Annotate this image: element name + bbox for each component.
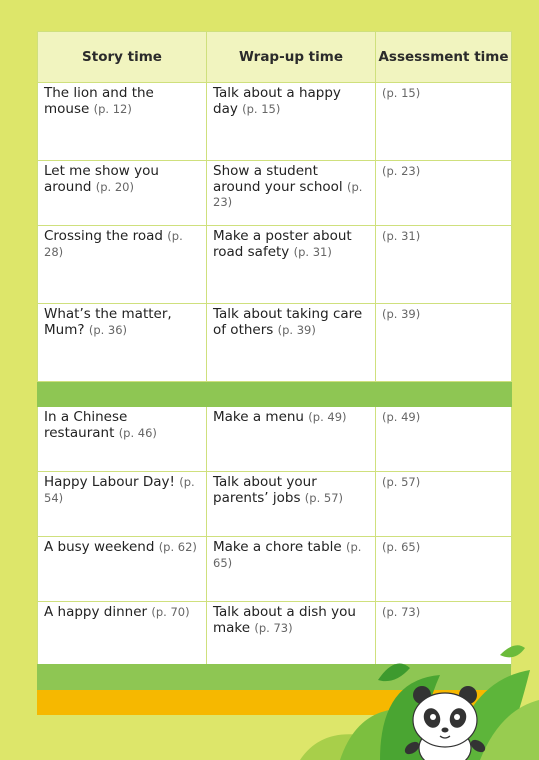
wrap-title: Talk about a dish you make [213,604,356,636]
wrap-cell [207,161,376,226]
wrap-cell [207,83,376,161]
page-ref: (p. 20) [95,179,134,194]
story-cell [38,83,207,161]
wrap-title: Make a menu [213,409,304,425]
page-ref: (p. 23) [213,179,363,209]
wrap-title: Show a student around your school [213,163,343,195]
page-ref: (p. 36) [88,322,128,337]
col-header-assess: Assessment time [376,32,512,83]
table-row [38,161,512,226]
page-ref: (p. 49) [382,410,421,424]
wrap-cell [207,472,376,537]
assess-cell [376,226,512,304]
story-cell [38,472,207,537]
section-separator [38,382,512,407]
page-ref: (p. 15) [382,86,421,100]
page-ref: (p. 31) [382,229,421,243]
story-title: A happy dinner [44,604,148,620]
assess-cell [376,472,512,537]
page-ref: (p. 15) [242,101,281,116]
separator-bar [38,382,512,407]
story-cell [38,161,207,226]
table-row [38,304,512,382]
page-ref: (p. 70) [151,605,190,619]
story-cell [38,602,207,667]
col-header-story: Story time [38,32,207,83]
page-ref: (p. 39) [277,322,316,337]
page-ref: (p. 65) [382,540,421,554]
story-cell [38,304,207,382]
assess-cell [376,83,512,161]
story-title: A busy weekend [44,539,155,555]
story-title: The lion and the mouse [44,85,154,117]
table-row [38,407,512,472]
wrap-title: Talk about your parents’ jobs [213,474,317,506]
page-ref: (p. 54) [44,475,195,505]
wrap-title: Talk about a happy day [213,85,341,117]
page-ref: (p. 49) [308,410,347,424]
assess-cell [376,161,512,226]
wrap-title: Talk about taking care of others [213,306,363,338]
page-ref: (p. 23) [382,164,421,178]
table-row [38,83,512,161]
page-ref: (p. 31) [293,244,332,259]
assess-cell [376,537,512,602]
story-title: In a Chinese restaurant [44,409,128,441]
col-header-wrap: Wrap-up time [207,32,376,83]
page-ref: (p. 39) [382,307,421,321]
page-ref: (p. 46) [118,425,157,440]
wrap-cell [207,407,376,472]
panda [403,686,488,760]
story-cell [38,226,207,304]
story-title: What’s the matter, Mum? [44,306,172,338]
panda-mascot-icon [300,640,539,760]
contents-table [37,31,512,667]
table-row [38,472,512,537]
story-title: Happy Labour Day! [44,474,175,490]
assess-cell [376,304,512,382]
wrap-title: Make a poster about road safety [213,228,352,260]
page-ref: (p. 12) [93,101,132,116]
page-ref: (p. 62) [158,540,197,554]
wrap-cell [207,304,376,382]
page-ref: (p. 57) [382,475,421,489]
wrap-cell [207,537,376,602]
story-cell [38,537,207,602]
page-ref: (p. 73) [254,620,293,635]
page-ref: (p. 65) [213,540,362,570]
page-ref: (p. 73) [382,605,421,619]
table-row [38,537,512,602]
story-cell [38,407,207,472]
assess-cell [376,407,512,472]
page-ref: (p. 57) [304,490,343,505]
story-title: Let me show you around [44,163,159,195]
wrap-title: Make a chore table [213,539,342,555]
story-title: Crossing the road [44,228,163,244]
header-row [38,32,512,83]
page-ref: (p. 28) [44,229,183,259]
table-row [38,226,512,304]
wrap-cell [207,226,376,304]
